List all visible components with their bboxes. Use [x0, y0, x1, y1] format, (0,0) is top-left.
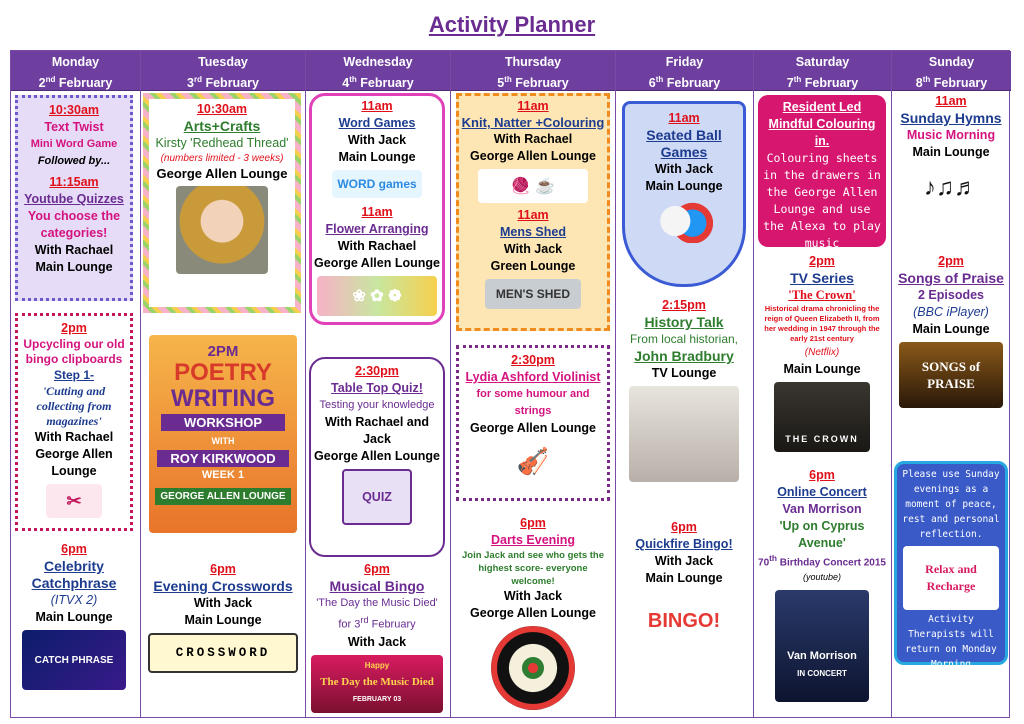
music-notes-icon: ♪♫♬	[903, 165, 999, 209]
sunday-evening-note: Please use Sunday evenings as a moment of peace, rest and personal reflection. Relax and Recharge Activity Therapists will return on Monday Morning	[894, 461, 1008, 665]
kirsty-photo	[176, 186, 268, 274]
songs-of-praise-image: SONGS of PRAISE	[899, 342, 1003, 408]
activity-online-concert: 6pm Online Concert Van Morrison 'Up on Cyprus Avenue' 70th Birthday Concert 2015 (youtube) Van Morrison IN CONCERT	[758, 467, 886, 702]
the-crown-image: THE CROWN	[774, 382, 870, 452]
dartboard-icon	[491, 626, 575, 710]
column-tuesday	[141, 51, 306, 717]
word-games-image: WORD games	[332, 170, 422, 198]
activity-darts: 6pm Darts Evening Join Jack and see who gets the highest score- everyone welcome! With Jack George Allen Lounge	[456, 515, 610, 710]
column-sunday	[892, 51, 1011, 717]
activity-tv-series: 2pm TV Series 'The Crown' Historical drama chronicling the reign of Queen Elizabeth II, from her wedding in 1947 through the early 21st century (Netflix) Main Lounge THE CROWN	[758, 253, 886, 452]
poetry-workshop-poster: 2PM POETRY WRITING WORKSHOP WITH ROY KIRKWOOD WEEK 1 GEORGE ALLEN LOUNGE	[149, 335, 297, 533]
activity-text-twist: 10:30am Text Twist Mini Word Game Followed by... 11:15am Youtube Quizzes You choose the categories! With Rachael Main Lounge	[15, 95, 133, 301]
activity-word-games: 11am Word Games With Jack Main Lounge WORD games 11am Flower Arranging With Rachael George Allen Lounge ❀ ✿ ❁	[309, 93, 445, 325]
activity-history-talk: 2:15pm History Talk From local historian, John Bradbury TV Lounge	[620, 297, 748, 482]
crossword-image: CROSSWORD	[148, 633, 298, 673]
activity-songs-of-praise: 2pm Songs of Praise 2 Episodes (BBC iPlayer) Main Lounge SONGS of PRAISE	[894, 253, 1008, 408]
page-title: Activity Planner	[428, 12, 596, 37]
activity-violinist: 2:30pm Lydia Ashford Violinist for some humour and strings George Allen Lounge 🎻	[456, 345, 610, 501]
van-morrison-image: Van Morrison IN CONCERT	[775, 590, 869, 702]
activity-musical-bingo: 6pm Musical Bingo 'The Day the Music Died' for 3rd February With Jack Happy The Day the Music Died FEBRUARY 03	[309, 561, 445, 713]
column-friday	[616, 51, 754, 717]
activity-crosswords: 6pm Evening Crosswords With Jack Main Lounge CROSSWORD	[145, 561, 301, 673]
bingo-image: BINGO!	[629, 591, 739, 651]
day-header-saturday: Saturday 7th February	[754, 51, 891, 91]
relax-recharge-image: Relax and Recharge	[903, 546, 999, 610]
day-header-sunday: Sunday 8th February	[892, 51, 1011, 91]
violin-icon: 🎻	[493, 441, 573, 481]
day-music-died-image: Happy The Day the Music Died FEBRUARY 03	[311, 655, 443, 713]
activity-seated-ball-games: 11am Seated Ball Games With Jack Main Lounge	[622, 101, 746, 287]
ball-icon	[655, 199, 713, 243]
day-header-wednesday: Wednesday 4th February	[306, 51, 450, 91]
john-bradbury-photo	[629, 386, 739, 482]
activity-upcycling: 2pm Upcycling our old bingo clipboards Step 1- 'Cutting and collecting from magazines' With Rachael George Allen Lounge ✂	[15, 313, 133, 531]
activity-catchphrase: 6pm Celebrity Catchphrase (ITVX 2) Main Lounge CATCH PHRASE	[15, 541, 133, 690]
catchphrase-image: CATCH PHRASE	[22, 630, 126, 690]
day-date: 2nd February	[38, 75, 113, 91]
knitting-icon: 🧶 ☕	[478, 169, 588, 203]
column-wednesday	[306, 51, 451, 717]
day-header-monday	[11, 51, 140, 91]
scissors-icon: ✂	[46, 484, 102, 518]
column-thursday	[451, 51, 616, 717]
column-saturday	[754, 51, 892, 717]
day-header-tuesday: Tuesday 3rd February	[141, 51, 305, 91]
activity-mindful-colouring: Resident Led Mindful Colouring in. Colouring sheets in the drawers in the George Allen Lounge and use the Alexa to play music	[758, 95, 886, 247]
activity-knit-natter: 11am Knit, Natter +Colouring With Rachael George Allen Lounge 🧶 ☕ 11am Mens Shed With Jack Green Lounge MEN'S SHED	[456, 93, 610, 331]
day-name: Monday	[51, 55, 100, 69]
planner-grid	[10, 50, 1010, 718]
day-header-thursday: Thursday 5th February	[451, 51, 615, 91]
column-monday	[11, 51, 141, 717]
activity-arts-crafts: 10:30am Arts+Crafts Kirsty 'Redhead Thread' (numbers limited - 3 weeks) George Allen Lounge	[143, 93, 301, 313]
activity-table-top-quiz: 2:30pm Table Top Quiz! Testing your knowledge With Rachael and Jack George Allen Lounge QUIZ	[309, 357, 445, 557]
mens-shed-image: MEN'S SHED	[485, 279, 581, 309]
quiz-icon: QUIZ	[342, 469, 412, 525]
flower-icon: ❀ ✿ ❁	[317, 276, 437, 316]
activity-quickfire-bingo: 6pm Quickfire Bingo! With Jack Main Lounge BINGO!	[620, 519, 748, 651]
activity-sunday-hymns: 11am Sunday Hymns Music Morning Main Lounge ♪♫♬	[894, 93, 1008, 209]
day-header-friday: Friday 6th February	[616, 51, 753, 91]
